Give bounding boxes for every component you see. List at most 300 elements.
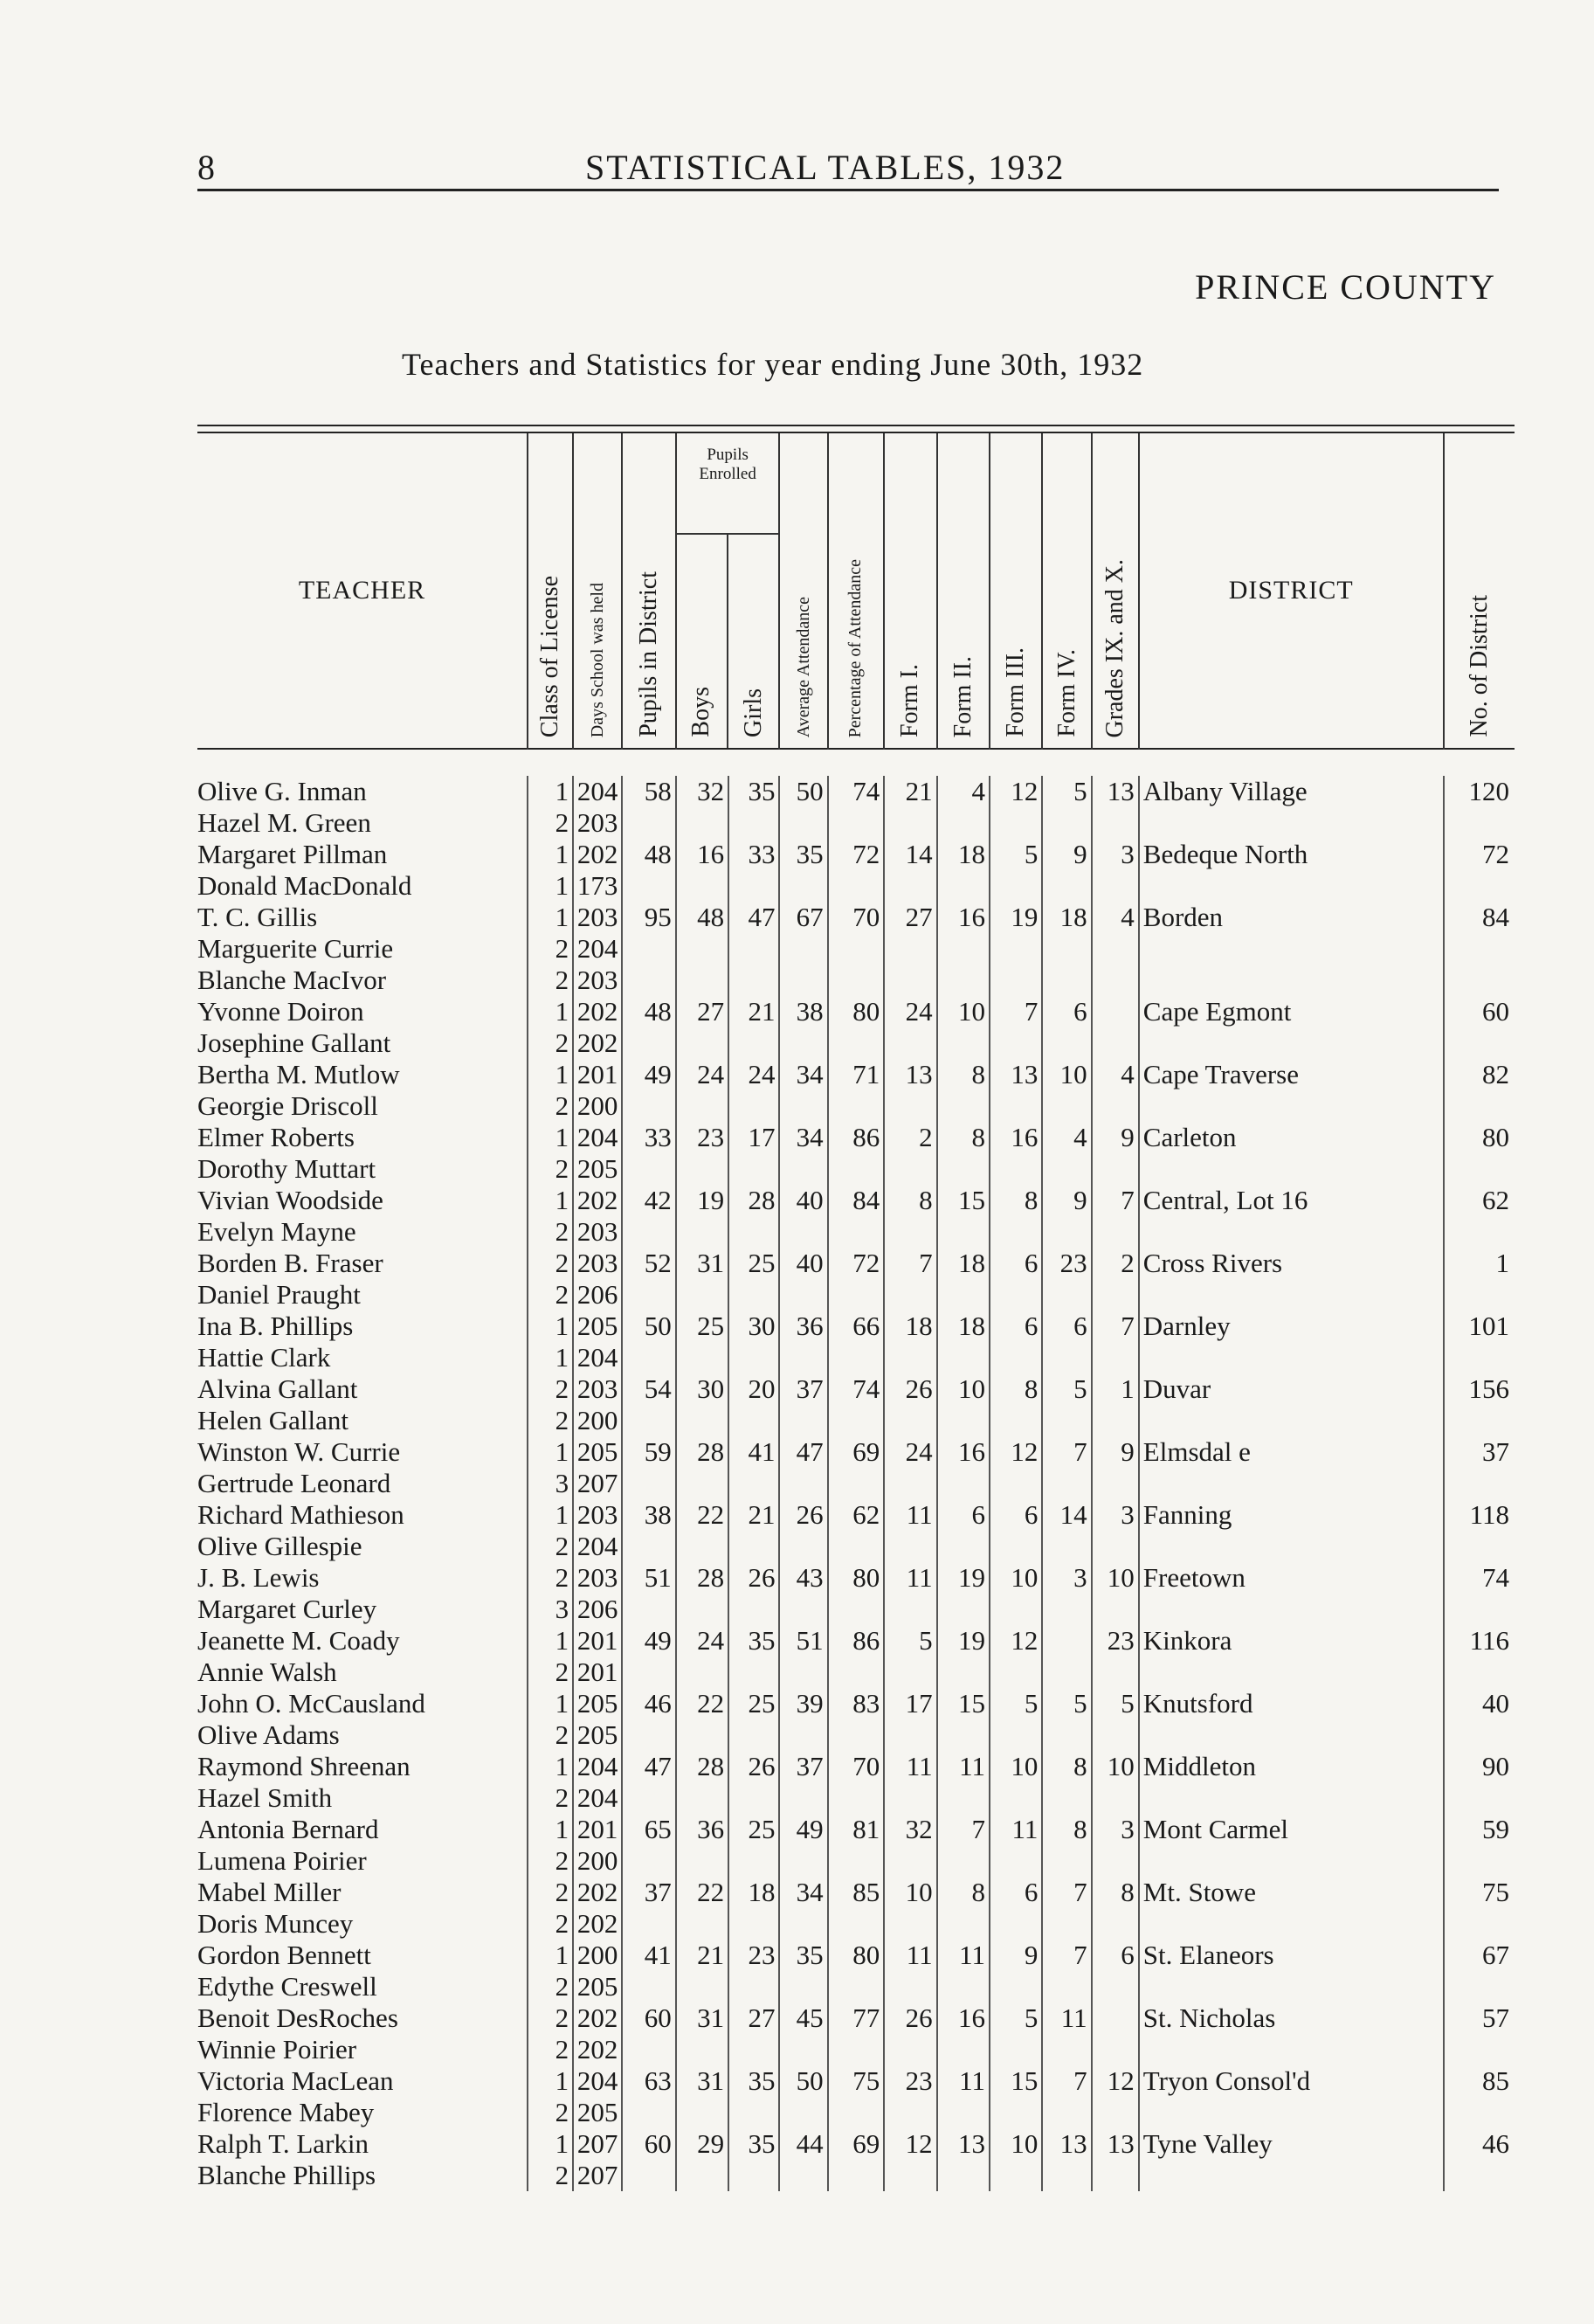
- cell-f4: 7: [1042, 1877, 1091, 1908]
- cell-avg: [779, 1342, 827, 1373]
- cell-avg: 43: [779, 1562, 827, 1594]
- cell-days: 203: [573, 902, 622, 933]
- cell-g: 13: [1092, 776, 1139, 807]
- district-name: Bedeque North: [1139, 839, 1444, 870]
- cell-days: 205: [573, 1436, 622, 1468]
- cell-class: 2: [528, 1531, 573, 1562]
- cell-f1: [884, 1531, 936, 1562]
- district-name: [1139, 1845, 1444, 1877]
- cell-pct: 86: [828, 1122, 885, 1153]
- cell-class: 2: [528, 1027, 573, 1059]
- cell-f2: [937, 1090, 990, 1122]
- cell-avg: 40: [779, 1185, 827, 1216]
- cell-pupils: [622, 1719, 675, 1751]
- cell-girls: 21: [728, 996, 779, 1027]
- cell-class: 2: [528, 1845, 573, 1877]
- cell-boys: 21: [676, 1940, 728, 1971]
- cell-avg: [779, 965, 827, 996]
- cell-boys: 28: [676, 1562, 728, 1594]
- cell-girls: [728, 1594, 779, 1625]
- cell-boys: 32: [676, 776, 728, 807]
- cell-pct: [828, 2097, 885, 2128]
- cell-pupils: 59: [622, 1436, 675, 1468]
- district-name: Mont Carmel: [1139, 1814, 1444, 1845]
- cell-f3: [990, 1279, 1042, 1311]
- cell-girls: [728, 1279, 779, 1311]
- cell-class: 3: [528, 1468, 573, 1499]
- cell-boys: 29: [676, 2128, 728, 2160]
- cell-g: [1092, 1531, 1139, 1562]
- cell-f3: [990, 1719, 1042, 1751]
- district-number: 74: [1444, 1562, 1515, 1594]
- statistics-table-wrapper: [197, 425, 1515, 2191]
- district-number: [1444, 2034, 1515, 2065]
- cell-pupils: [622, 1153, 675, 1185]
- table-row: [197, 1625, 1515, 1657]
- cell-avg: [779, 1153, 827, 1185]
- cell-days: 202: [573, 1027, 622, 1059]
- district-name: [1139, 1153, 1444, 1185]
- cell-g: 4: [1092, 1059, 1139, 1090]
- cell-f4: 11: [1042, 2002, 1091, 2034]
- teacher-name: Georgie Driscoll: [197, 1090, 378, 1121]
- cell-pupils: 51: [622, 1562, 675, 1594]
- cell-f1: [884, 870, 936, 902]
- table-row: [197, 2065, 1515, 2097]
- cell-f2: 19: [937, 1562, 990, 1594]
- cell-f4: 8: [1042, 1751, 1091, 1782]
- class-license-header: Class of License: [528, 433, 573, 749]
- cell-g: [1092, 1153, 1139, 1185]
- cell-f2: 13: [937, 2128, 990, 2160]
- cell-f3: 11: [990, 1814, 1042, 1845]
- cell-pupils: [622, 1594, 675, 1625]
- teacher-name: Yvonne Doiron: [197, 996, 364, 1027]
- teacher-name: Margaret Pillman: [197, 839, 388, 869]
- cell-pct: 66: [828, 1311, 885, 1342]
- cell-f1: 13: [884, 1059, 936, 1090]
- cell-pct: [828, 807, 885, 839]
- cell-boys: [676, 1405, 728, 1436]
- district-number: 85: [1444, 2065, 1515, 2097]
- table-row: [197, 776, 1515, 807]
- cell-f1: 26: [884, 2002, 936, 2034]
- cell-avg: [779, 1090, 827, 1122]
- teacher-name: Borden B. Fraser: [197, 1248, 383, 1278]
- cell-g: 8: [1092, 1877, 1139, 1908]
- cell-pupils: [622, 1657, 675, 1688]
- cell-boys: 28: [676, 1751, 728, 1782]
- teacher-name: Victoria MacLean: [197, 2065, 394, 2096]
- cell-avg: [779, 1782, 827, 1814]
- cell-girls: [728, 1027, 779, 1059]
- cell-girls: [728, 1908, 779, 1940]
- cell-f4: [1042, 1090, 1091, 1122]
- cell-f2: [937, 1719, 990, 1751]
- cell-days: 205: [573, 2097, 622, 2128]
- cell-pct: 69: [828, 1436, 885, 1468]
- cell-boys: [676, 1279, 728, 1311]
- cell-f2: 4: [937, 776, 990, 807]
- cell-f4: 10: [1042, 1059, 1091, 1090]
- cell-avg: 50: [779, 776, 827, 807]
- cell-avg: 37: [779, 1751, 827, 1782]
- cell-class: 1: [528, 1436, 573, 1468]
- form-3-header: Form III.: [990, 433, 1042, 749]
- cell-f4: [1042, 870, 1091, 902]
- district-number: 118: [1444, 1499, 1515, 1531]
- cell-class: 2: [528, 1216, 573, 1248]
- cell-pupils: 60: [622, 2128, 675, 2160]
- enrolled-group-label: Pupils Enrolled: [677, 433, 779, 535]
- district-number: [1444, 933, 1515, 965]
- cell-pupils: 52: [622, 1248, 675, 1279]
- cell-pupils: 54: [622, 1373, 675, 1405]
- cell-g: [1092, 1845, 1139, 1877]
- district-name: Cape Traverse: [1139, 1059, 1444, 1090]
- cell-days: 207: [573, 1468, 622, 1499]
- cell-f2: [937, 1468, 990, 1499]
- cell-avg: 26: [779, 1499, 827, 1531]
- cell-f1: [884, 1719, 936, 1751]
- cell-g: 2: [1092, 1248, 1139, 1279]
- cell-g: [1092, 1468, 1139, 1499]
- cell-pupils: 48: [622, 839, 675, 870]
- cell-boys: [676, 1782, 728, 1814]
- cell-f4: [1042, 1153, 1091, 1185]
- cell-f4: 8: [1042, 1814, 1091, 1845]
- cell-avg: 36: [779, 1311, 827, 1342]
- cell-pupils: [622, 2034, 675, 2065]
- cell-girls: 28: [728, 1185, 779, 1216]
- county-title: PRINCE COUNTY: [1195, 267, 1496, 307]
- district-name: Middleton: [1139, 1751, 1444, 1782]
- cell-pupils: [622, 1782, 675, 1814]
- cell-pct: 74: [828, 776, 885, 807]
- district-name: Borden: [1139, 902, 1444, 933]
- cell-boys: [676, 1657, 728, 1688]
- table-row: [197, 1153, 1515, 1185]
- cell-pct: [828, 1090, 885, 1122]
- cell-f2: 8: [937, 1877, 990, 1908]
- cell-pupils: 50: [622, 1311, 675, 1342]
- cell-f3: [990, 1908, 1042, 1940]
- cell-f2: [937, 1594, 990, 1625]
- cell-f4: 7: [1042, 1436, 1091, 1468]
- cell-f1: [884, 807, 936, 839]
- cell-f3: 8: [990, 1185, 1042, 1216]
- cell-class: 2: [528, 1562, 573, 1594]
- cell-g: [1092, 1090, 1139, 1122]
- teacher-name: Mabel Miller: [197, 1877, 342, 1907]
- table-row: [197, 1688, 1515, 1719]
- cell-f4: [1042, 965, 1091, 996]
- cell-f1: 11: [884, 1940, 936, 1971]
- cell-f1: 11: [884, 1499, 936, 1531]
- district-number: 1: [1444, 1248, 1515, 1279]
- district-number: 156: [1444, 1373, 1515, 1405]
- cell-f3: [990, 1405, 1042, 1436]
- cell-f3: 12: [990, 1625, 1042, 1657]
- teacher-name: Antonia Bernard: [197, 1814, 379, 1844]
- cell-days: 202: [573, 1877, 622, 1908]
- cell-f4: [1042, 1027, 1091, 1059]
- cell-days: 205: [573, 1719, 622, 1751]
- cell-girls: 33: [728, 839, 779, 870]
- cell-boys: [676, 1468, 728, 1499]
- cell-f1: [884, 1405, 936, 1436]
- cell-class: 1: [528, 1625, 573, 1657]
- cell-f2: 15: [937, 1688, 990, 1719]
- table-row: [197, 933, 1515, 965]
- cell-avg: 44: [779, 2128, 827, 2160]
- cell-pct: [828, 870, 885, 902]
- teacher-name: Winston W. Currie: [197, 1436, 401, 1467]
- cell-f1: [884, 2097, 936, 2128]
- cell-f3: 10: [990, 2128, 1042, 2160]
- cell-boys: 23: [676, 1122, 728, 1153]
- cell-pupils: [622, 1027, 675, 1059]
- cell-f1: [884, 1468, 936, 1499]
- district-name: Knutsford: [1139, 1688, 1444, 1719]
- cell-f3: [990, 1153, 1042, 1185]
- cell-f2: [937, 1342, 990, 1373]
- cell-girls: 26: [728, 1751, 779, 1782]
- cell-g: [1092, 1719, 1139, 1751]
- cell-days: 205: [573, 1153, 622, 1185]
- district-name: [1139, 1216, 1444, 1248]
- cell-g: [1092, 1971, 1139, 2002]
- district-name: [1139, 933, 1444, 965]
- district-name: [1139, 807, 1444, 839]
- cell-f2: 16: [937, 902, 990, 933]
- cell-f2: [937, 965, 990, 996]
- cell-f3: 10: [990, 1751, 1042, 1782]
- teacher-header: TEACHER: [298, 576, 426, 605]
- cell-f1: 8: [884, 1185, 936, 1216]
- cell-pct: [828, 933, 885, 965]
- grades-9-10-header: Grades IX. and X.: [1092, 433, 1139, 749]
- district-name: [1139, 1090, 1444, 1122]
- cell-f2: [937, 1531, 990, 1562]
- cell-class: 1: [528, 2065, 573, 2097]
- cell-days: 201: [573, 1059, 622, 1090]
- cell-days: 203: [573, 1216, 622, 1248]
- cell-g: 13: [1092, 2128, 1139, 2160]
- district-number: 101: [1444, 1311, 1515, 1342]
- cell-f2: [937, 1216, 990, 1248]
- district-number: [1444, 1216, 1515, 1248]
- cell-f3: [990, 2034, 1042, 2065]
- teacher-name: Doris Muncey: [197, 1908, 354, 1939]
- district-number: [1444, 1657, 1515, 1688]
- cell-days: 203: [573, 807, 622, 839]
- teacher-name: Benoit DesRoches: [197, 2002, 398, 2033]
- cell-pupils: [622, 870, 675, 902]
- cell-class: 1: [528, 870, 573, 902]
- cell-g: 10: [1092, 1562, 1139, 1594]
- cell-pupils: 60: [622, 2002, 675, 2034]
- cell-days: 201: [573, 1814, 622, 1845]
- cell-f2: [937, 1845, 990, 1877]
- cell-days: 205: [573, 1971, 622, 2002]
- cell-class: 2: [528, 2160, 573, 2191]
- cell-class: 2: [528, 2034, 573, 2065]
- cell-g: 3: [1092, 1499, 1139, 1531]
- table-row: [197, 1279, 1515, 1311]
- cell-f3: 5: [990, 839, 1042, 870]
- cell-f1: 32: [884, 1814, 936, 1845]
- cell-f2: [937, 1782, 990, 1814]
- cell-f3: 12: [990, 776, 1042, 807]
- cell-f1: [884, 933, 936, 965]
- cell-avg: [779, 1216, 827, 1248]
- cell-pupils: 48: [622, 996, 675, 1027]
- cell-f2: [937, 1971, 990, 2002]
- cell-f3: 10: [990, 1562, 1042, 1594]
- district-name: Mt. Stowe: [1139, 1877, 1444, 1908]
- cell-f4: [1042, 1625, 1091, 1657]
- cell-pct: 80: [828, 1940, 885, 1971]
- table-row: [197, 1562, 1515, 1594]
- cell-girls: [728, 807, 779, 839]
- cell-days: 204: [573, 1751, 622, 1782]
- table-row: [197, 996, 1515, 1027]
- cell-f3: 5: [990, 1688, 1042, 1719]
- cell-f4: 5: [1042, 776, 1091, 807]
- cell-pct: 84: [828, 1185, 885, 1216]
- district-name: [1139, 1405, 1444, 1436]
- teacher-name: Evelyn Mayne: [197, 1216, 356, 1247]
- cell-pct: [828, 1657, 885, 1688]
- table-row: [197, 1248, 1515, 1279]
- cell-class: 2: [528, 807, 573, 839]
- cell-girls: [728, 1845, 779, 1877]
- cell-f3: [990, 1782, 1042, 1814]
- cell-girls: 17: [728, 1122, 779, 1153]
- cell-boys: [676, 1090, 728, 1122]
- cell-f4: [1042, 1782, 1091, 1814]
- cell-class: 2: [528, 1090, 573, 1122]
- teacher-name: Blanche Phillips: [197, 2160, 376, 2190]
- district-number: [1444, 1531, 1515, 1562]
- days-held-header: Days School was held: [573, 433, 622, 749]
- cell-days: 202: [573, 1185, 622, 1216]
- district-name: [1139, 1594, 1444, 1625]
- cell-g: 9: [1092, 1122, 1139, 1153]
- cell-f2: [937, 1279, 990, 1311]
- table-row: [197, 1342, 1515, 1373]
- district-name: [1139, 2160, 1444, 2191]
- cell-pct: 81: [828, 1814, 885, 1845]
- table-row: [197, 1373, 1515, 1405]
- cell-girls: [728, 1405, 779, 1436]
- table-row: [197, 1059, 1515, 1090]
- cell-pct: 72: [828, 1248, 885, 1279]
- cell-pct: 86: [828, 1625, 885, 1657]
- district-number: 80: [1444, 1122, 1515, 1153]
- cell-f2: 7: [937, 1814, 990, 1845]
- district-number: 60: [1444, 996, 1515, 1027]
- cell-pct: [828, 965, 885, 996]
- cell-avg: [779, 1971, 827, 2002]
- district-name: [1139, 1342, 1444, 1373]
- cell-days: 205: [573, 1311, 622, 1342]
- cell-f1: [884, 1971, 936, 2002]
- cell-avg: [779, 870, 827, 902]
- cell-f4: 18: [1042, 902, 1091, 933]
- cell-f2: [937, 933, 990, 965]
- cell-pct: [828, 1782, 885, 1814]
- cell-f2: 8: [937, 1059, 990, 1090]
- district-name: [1139, 1719, 1444, 1751]
- cell-boys: [676, 2034, 728, 2065]
- teacher-name: Hazel Smith: [197, 1782, 333, 1813]
- cell-f3: [990, 1216, 1042, 1248]
- district-number: 84: [1444, 902, 1515, 933]
- cell-days: 204: [573, 1782, 622, 1814]
- cell-pct: [828, 2034, 885, 2065]
- cell-class: 1: [528, 996, 573, 1027]
- cell-girls: 41: [728, 1436, 779, 1468]
- cell-girls: [728, 1782, 779, 1814]
- cell-girls: [728, 2034, 779, 2065]
- cell-f3: 16: [990, 1122, 1042, 1153]
- table-row: [197, 1405, 1515, 1436]
- cell-pct: [828, 1719, 885, 1751]
- cell-pupils: 49: [622, 1625, 675, 1657]
- cell-f3: 13: [990, 1059, 1042, 1090]
- cell-pupils: 65: [622, 1814, 675, 1845]
- cell-days: 204: [573, 2065, 622, 2097]
- teacher-name: Gertrude Leonard: [197, 1468, 391, 1498]
- cell-f3: 6: [990, 1499, 1042, 1531]
- table-row: [197, 1908, 1515, 1940]
- cell-girls: 25: [728, 1248, 779, 1279]
- cell-class: 1: [528, 1499, 573, 1531]
- district-number: [1444, 1908, 1515, 1940]
- cell-f1: [884, 2160, 936, 2191]
- cell-f4: [1042, 1594, 1091, 1625]
- cell-pupils: 46: [622, 1688, 675, 1719]
- district-name: Darnley: [1139, 1311, 1444, 1342]
- cell-pct: [828, 1971, 885, 2002]
- district-number: 57: [1444, 2002, 1515, 2034]
- cell-boys: [676, 1908, 728, 1940]
- cell-g: [1092, 2034, 1139, 2065]
- teacher-name: Hattie Clark: [197, 1342, 331, 1373]
- table-row: [197, 1877, 1515, 1908]
- cell-g: [1092, 1279, 1139, 1311]
- cell-avg: 38: [779, 996, 827, 1027]
- cell-f1: 2: [884, 1122, 936, 1153]
- table-row: [197, 1027, 1515, 1059]
- cell-class: 1: [528, 1688, 573, 1719]
- cell-class: 1: [528, 1940, 573, 1971]
- no-district-header: No. of District: [1444, 433, 1515, 749]
- table-row: [197, 2097, 1515, 2128]
- cell-days: 202: [573, 996, 622, 1027]
- district-number: [1444, 1090, 1515, 1122]
- cell-f1: 12: [884, 2128, 936, 2160]
- cell-pupils: [622, 1971, 675, 2002]
- district-name: [1139, 2097, 1444, 2128]
- statistics-table: [197, 433, 1515, 2191]
- cell-pct: 70: [828, 1751, 885, 1782]
- cell-f2: [937, 2034, 990, 2065]
- cell-days: 206: [573, 1594, 622, 1625]
- table-row: [197, 1185, 1515, 1216]
